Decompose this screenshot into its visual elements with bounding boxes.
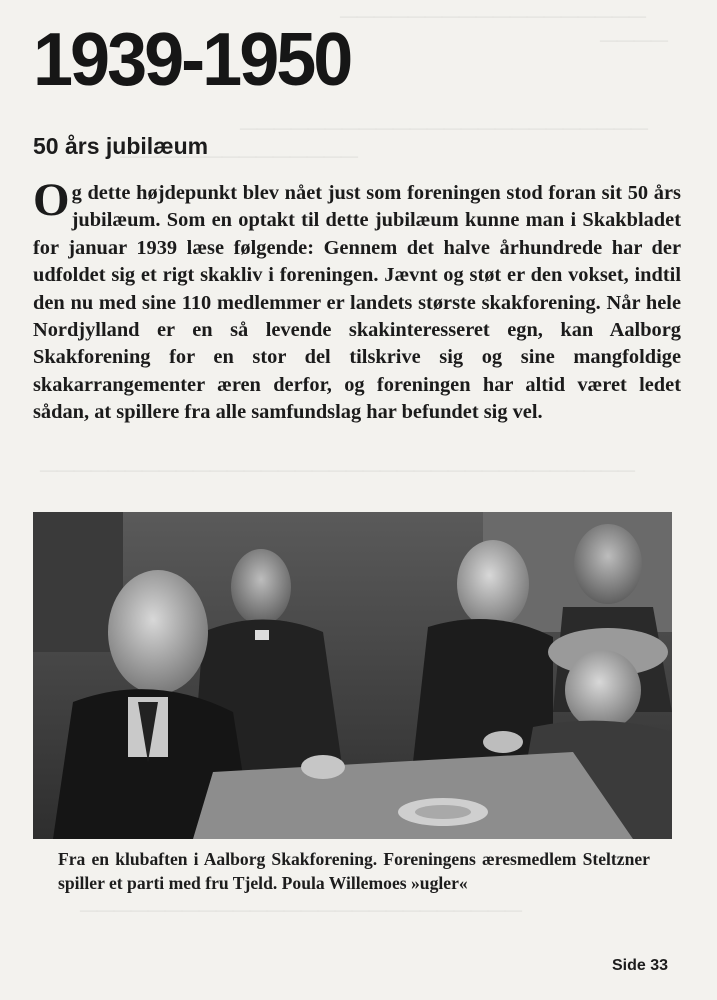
reverse-page-bleed-through: —————————————————— ———— ———————————————————————— —————————————— ——————————————————————————————————— ——————————————————————————	[40, 6, 668, 919]
year-heading: 1939-1950	[33, 17, 351, 102]
section-subheading: 50 års jubilæum	[33, 133, 209, 159]
drop-cap: O	[33, 174, 70, 226]
club-evening-photo	[33, 512, 672, 839]
photo-caption: Fra en klubaften i Aalborg Skakforening. Foreningens æresmedlem Steltzner spiller et parti med fru Tjeld. Poula Willemoes »ugler«	[58, 849, 650, 893]
body-paragraph	[33, 174, 681, 427]
body-text: g dette højdepunkt blev nået just som foreningen stod foran sit 50 års jubilæum. Som en optakt til dette jubilæum kunne man i Skakbladet for januar 1939 læse følgende: Gennem det halve århundrede har der udfoldet sig et rigt skakliv i foreningen. Jævnt og støt er den vokset, indtil den nu med sine 110 medlemmer er landets største skakforening. Når hele Nordjylland er en så levende skakinteresseret egn, kan Aalborg Skakforening for en stor del tilskrive sig og sine mangfoldige skakarrangementer æren derfor, og foreningen har altid været ledet sådan, at spillere fra alle samfundslag har befundet sig vel.	[33, 182, 681, 424]
page-number: Side 33	[612, 957, 669, 974]
